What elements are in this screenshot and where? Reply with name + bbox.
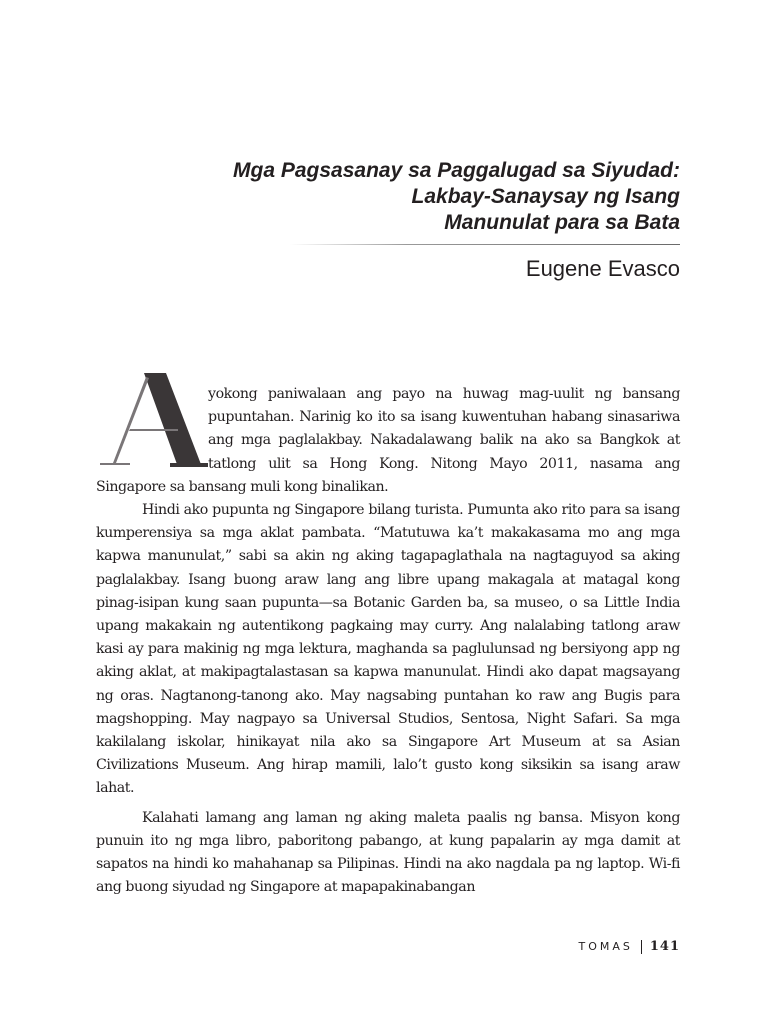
- author-name: Eugene Evasco: [525, 256, 680, 281]
- title-line-1: Mga Pagsasanay sa Paggalugad sa Siyudad:: [233, 159, 680, 182]
- journal-name: TOMAS: [578, 940, 633, 953]
- article-title: [120, 158, 680, 236]
- title-line-3: Manunulat para sa Bata: [444, 211, 680, 234]
- footer-separator: [641, 940, 642, 954]
- drop-cap: [96, 383, 208, 475]
- article-body: [96, 383, 680, 899]
- title-line-2: Lakbay-Sanaysay ng Isang: [411, 185, 680, 208]
- paragraph-1: [96, 383, 680, 499]
- page-number: 141: [649, 939, 680, 954]
- paragraph-3: Kalahati lamang ang laman ng aking maleta paalis ng bansa. Misyon kong punuin ito ng mga libro, paboritong pabango, at kung papalarin ay mga damit at sapatos na hindi ko mahahanap sa Pilipinas. Hindi na ako nagdala pa ng laptop. Wi-fi ang buong siyudad ng Singapore at mapapakinabangan: [96, 809, 680, 896]
- paragraph-2: Hindi ako pupunta ng Singapore bilang turista. Pumunta ako rito para sa isang kumperensiya sa mga aklat pambata. “Matutuwa ka’t makakasama mo ang mga kapwa manunulat,” sabi sa akin ng aking tagapaglathala na nagtaguyod sa aking paglalakbay. Isang buong araw lang ang libre upang makagala at matagal kong pinag-isipan kung saan pupunta—sa Botanic Garden ba, sa museo, o sa Little India upang makakain ng autentikong pagkaing may curry. Ang nalalabing tatlong araw kasi ay para makinig ng mga lektura, maghanda sa paglulunsad ng bersiyong app ng aking aklat, at makipagtalastasan sa kapwa manunulat. Hindi ako dapat magsayang ng oras. Nagtanong-tanong ako. May nagsabing puntahan ko raw ang Bugis para magshopping. May nagpayo sa Universal Studios, Sentosa, Night Safari. Sa mga kakilalang iskolar, hinikayat nila ako sa Singapore Art Museum at sa Asian Civilizations Museum. Ang hirap mamili, lalo’t gusto kong siksikin sa isang araw lahat.: [96, 502, 680, 797]
- paragraph-1-text: yokong paniwalaan ang payo na huwag mag-uulit ng bansang pupuntahan. Narinig ko ito sa isang kuwentuhan habang sinasariwa ang mga paglalakbay. Nakadalawang balik na ako sa Bangkok at tatlong ulit sa Hong Kong. Nitong Mayo 2011, nasama ang Singapore sa bansang muli kong binalikan.: [96, 386, 680, 495]
- drop-cap-letter-a: [96, 371, 208, 475]
- page-footer: [578, 937, 680, 957]
- title-divider: [290, 244, 680, 245]
